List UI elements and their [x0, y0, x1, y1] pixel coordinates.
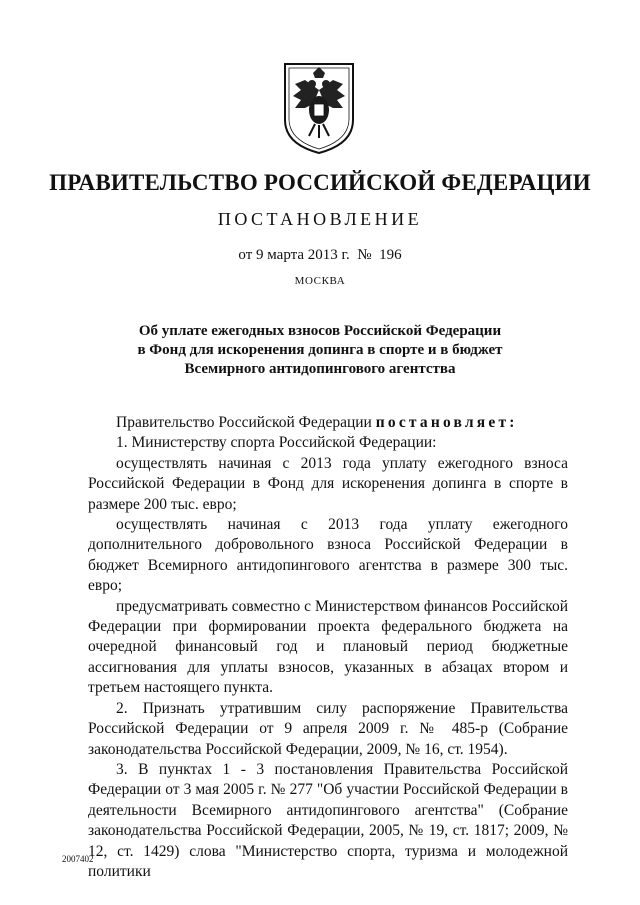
intro-verb: постановляет:	[375, 414, 518, 431]
paragraph: 2. Признать утратившим силу распоряжение Правительства Российской Федерации от 9 апреля 2009 г. № 485-р (Собрание законодательства Российской Федерации, 2009, № 16, ст. 1954).	[88, 699, 568, 758]
paragraph: предусматривать совместно с Министерством финансов Российской Федерации при формировании проекта федерального бюджета на очередной финансовый год и плановый период бюджетные ассигнования для уплаты взносов, указанных в абзацах втором и третьем настоящего пункта.	[88, 597, 568, 697]
date-prefix: от	[238, 247, 253, 263]
subject-line: Всемирного антидопингового агентства	[184, 361, 456, 377]
number-sign: №	[357, 247, 372, 263]
government-title: ПРАВИТЕЛЬСТВО РОССИЙСКОЙ ФЕДЕРАЦИИ	[49, 170, 591, 195]
document-date: 9 марта 2013 г.	[256, 247, 350, 263]
city: МОСКВА	[294, 275, 346, 287]
intro-paragraph	[88, 413, 568, 433]
document-subject	[0, 322, 640, 379]
subject-line: в Фонд для искоренения допинга в спорте и в бюджет	[137, 342, 503, 358]
document-number: 196	[379, 247, 402, 263]
paragraph: осуществлять начиная с 2013 года уплату ежегодного взноса Российской Федерации в Фонд для искоренения допинга в спорте в размере 200 тыс. евро;	[88, 454, 568, 513]
document-type: ПОСТАНОВЛЕНИЕ	[217, 209, 423, 229]
footer-code: 2007402	[62, 854, 94, 864]
paragraph: 3. В пунктах 1 - 3 постановления Правительства Российской Федерации от 3 мая 2005 г. № 277 "Об участии Российской Федерации в деятельности Всемирного антидопингового агентства" (Собрание законодательства Российской Федерации, 2005, № 19, ст. 1817; 2009, № 12, ст. 1429) слова "Министерство спорта, туризма и молодежной политики	[88, 760, 568, 880]
paragraph: осуществлять начиная с 2013 года уплату ежегодного дополнительного добровольного взноса Российской Федерации в бюджет Всемирного антидопингового агентства в размере 300 тыс. евро;	[88, 516, 568, 595]
document-date-line	[0, 247, 640, 264]
document-body	[88, 413, 568, 882]
subject-line: Об уплате ежегодных взносов Российской Федерации	[138, 323, 502, 339]
intro-text: Правительство Российской Федерации	[116, 414, 372, 431]
state-emblem-icon	[279, 60, 359, 156]
paragraph: 1. Министерству спорта Российской Федерации:	[116, 434, 437, 452]
